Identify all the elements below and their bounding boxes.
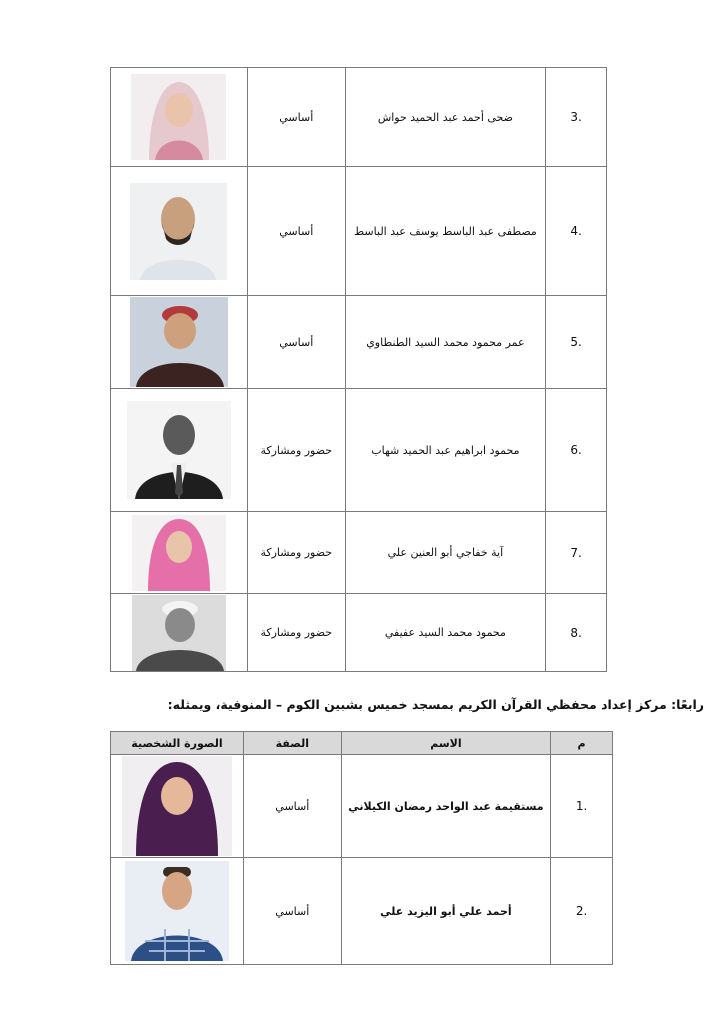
bearded-man-photo (130, 183, 227, 280)
woman-purple-hijab-photo (122, 756, 232, 856)
table-row (111, 512, 607, 594)
table-row (111, 858, 613, 965)
young-man-plaid-shirt-photo (125, 861, 229, 961)
table-row (111, 594, 607, 672)
name-cell: أحمد علي أبو اليزيد علي (341, 858, 550, 965)
name-cell: محمود ابراهيم عبد الحميد شهاب (345, 389, 545, 512)
woman-pink-hijab-photo (132, 515, 226, 591)
name-cell: مستقيمة عبد الواحد رمضان الكيلاني (341, 755, 550, 858)
row-number: .5 (546, 296, 607, 389)
name-cell: ضحى أحمد عبد الحميد حواش (345, 68, 545, 167)
role-cell: أساسي (247, 68, 345, 167)
row-number: .6 (546, 389, 607, 512)
row-number: .8 (546, 594, 607, 672)
table-header-row (111, 732, 613, 755)
section-heading: رابعًا: مركز إعداد محفظي القرآن الكريم بمسجد خميس بشبين الكوم – المنوفية، ويمثله: (167, 697, 704, 712)
name-cell: عمر محمود محمد السيد الطنطاوي (345, 296, 545, 389)
name-cell: مصطفى عبد الباسط يوسف عبد الباسط (345, 167, 545, 296)
table-row (111, 296, 607, 389)
role-cell: أساسي (243, 755, 341, 858)
table-row (111, 389, 607, 512)
name-cell: آية خفاجي أبو العنين علي (345, 512, 545, 594)
woman-pink-hijab-photo (131, 74, 226, 160)
man-suit-bw-photo (127, 401, 231, 499)
table-row (111, 755, 613, 858)
role-cell: أساسي (243, 858, 341, 965)
header-role: الصفة (243, 732, 341, 755)
role-cell: حضور ومشاركة (247, 512, 345, 594)
elderly-man-turban-bw-photo (132, 595, 226, 671)
row-number: .7 (546, 512, 607, 594)
table-row (111, 68, 607, 167)
row-number: .2 (551, 858, 613, 965)
header-photo: الصورة الشخصية (111, 732, 244, 755)
members-table-2 (110, 731, 613, 965)
role-cell: أساسي (247, 167, 345, 296)
row-number: .4 (546, 167, 607, 296)
role-cell: أساسي (247, 296, 345, 389)
role-cell: حضور ومشاركة (247, 594, 345, 672)
man-turban-photo (130, 297, 228, 387)
row-number: .3 (546, 68, 607, 167)
header-name: الاسم (341, 732, 550, 755)
name-cell: محمود محمد السيد عفيفي (345, 594, 545, 672)
header-number: م (551, 732, 613, 755)
members-table-1 (110, 67, 607, 672)
row-number: .1 (551, 755, 613, 858)
role-cell: حضور ومشاركة (247, 389, 345, 512)
table-row (111, 167, 607, 296)
